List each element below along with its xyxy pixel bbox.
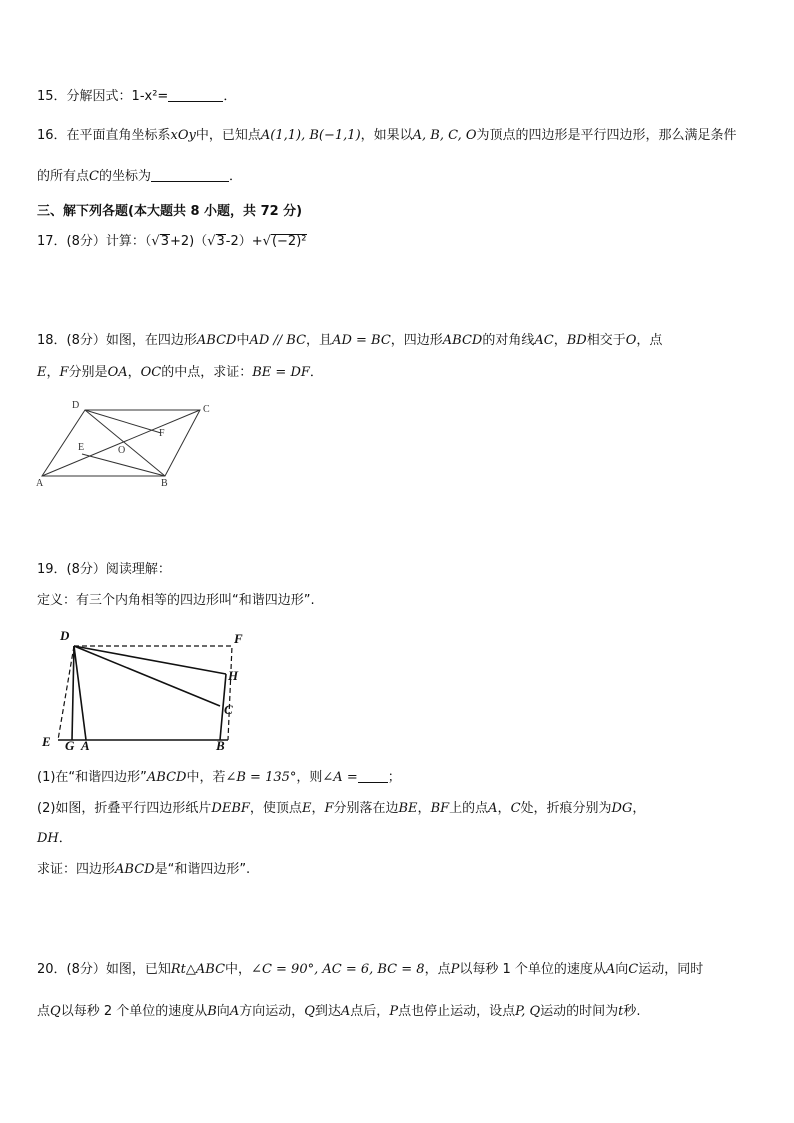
question-19-title: 19．(8分）阅读理解： — [37, 562, 171, 577]
label-a: A — [81, 738, 90, 753]
answer-blank — [168, 87, 223, 102]
diagonal-ac — [42, 410, 200, 476]
diagonal-bd — [85, 410, 165, 476]
question-18-line-1: 18．(8分）如图，在四边形ABCD中AD // BC，且AD = BC，四边形ABCD的对角线AC，BD相交于O，点 — [37, 333, 663, 348]
label-g: G — [65, 738, 75, 753]
label-c: C — [203, 404, 210, 415]
question-20-line-2: 点Q以每秒 2 个单位的速度从B向A方向运动，Q到达A点后，P点也停止运动，设点P, Q运动的时间为t秒. — [37, 1004, 641, 1019]
question-15: 15．分解因式：1-x²= ． — [37, 89, 237, 104]
line-da — [74, 646, 86, 740]
line-dg — [72, 646, 74, 740]
question-19-proof: 求证：四边形ABCD是“和谐四边形”. — [37, 862, 251, 877]
q15-text: 15．分解因式：1-x²= — [37, 89, 169, 104]
label-b: B — [216, 738, 225, 753]
line-dh — [74, 646, 226, 674]
answer-blank — [151, 167, 229, 182]
label-e: E — [78, 442, 85, 453]
label-c: C — [224, 702, 233, 717]
label-e: E — [42, 734, 51, 749]
label-f: F — [159, 428, 165, 439]
label-d: D — [60, 628, 70, 643]
question-20-line-1: 20．(8分）如图，已知Rt△ABC中，∠C = 90°, AC = 6, BC = 8，点P以每秒 1 个单位的速度从A向C运动，同时 — [37, 962, 704, 977]
question-19-part-2: (2)如图，折叠平行四边形纸片DEBF，使顶点E，F分别落在边BE，BF上的点A，C处，折痕分别为DG， — [37, 801, 646, 816]
figure-folded-parallelogram — [38, 628, 253, 754]
question-19-part-1: (1)在“和谐四边形”ABCD中，若∠B = 135°，则∠A = ； — [37, 770, 401, 785]
question-19-definition: 定义：有三个内角相等的四边形叫“和谐四边形”. — [37, 593, 315, 608]
label-a: A — [36, 478, 44, 488]
label-h: H — [228, 668, 239, 683]
label-o: O — [118, 445, 126, 456]
label-d: D — [72, 400, 80, 411]
answer-blank — [358, 768, 388, 783]
section-heading: 三、解下列各题(本大题共 8 小题，共 72 分) — [37, 204, 303, 219]
segment-be — [82, 454, 165, 476]
question-16-line-2: 的所有点C的坐标为 ． — [37, 169, 242, 184]
label-f: F — [234, 631, 243, 646]
segment-df — [85, 410, 161, 433]
question-17: 17．(8分）计算：（√3+2)（√3-2）+√(−2)² — [37, 234, 307, 249]
question-16-line-1: 16．在平面直角坐标系xOy中，已知点A(1,1), B(−1,1)，如果以A, B, C, O为顶点的四边形是平行四边形，那么满足条件 — [37, 128, 737, 143]
label-b: B — [161, 478, 168, 488]
line-dc — [74, 646, 220, 706]
question-18-line-2: E，F分别是OA，OC的中点，求证：BE = DF． — [37, 365, 323, 380]
question-19-part-2-cont: DH． — [37, 831, 72, 846]
figure-parallelogram-abcd — [30, 398, 230, 488]
